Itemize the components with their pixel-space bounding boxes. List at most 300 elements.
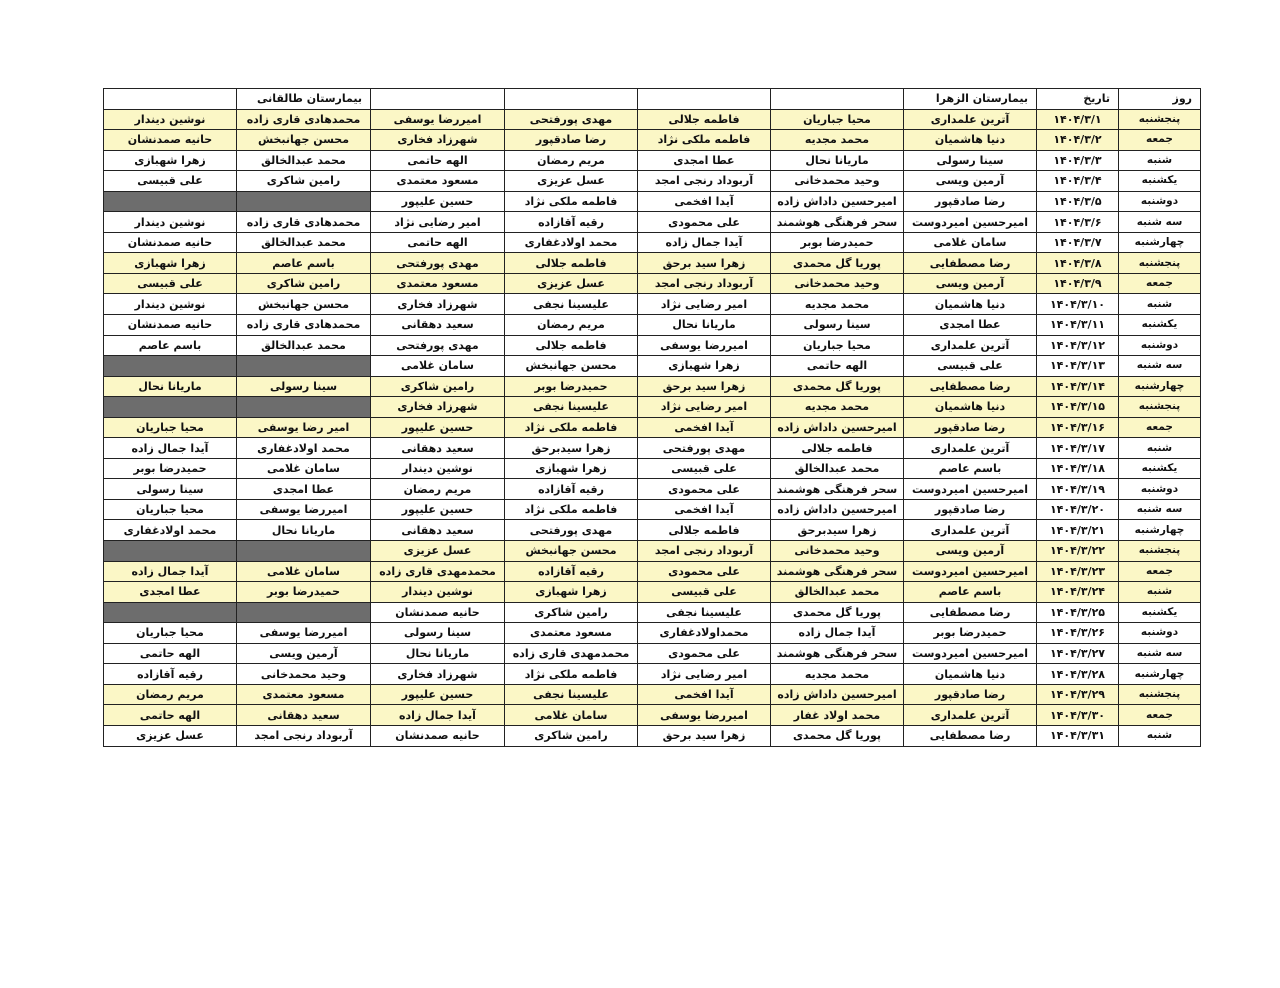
cell-name: عطا امجدی (904, 315, 1037, 336)
cell-date: ۱۴۰۴/۳/۹ (1037, 273, 1119, 294)
cell-day: سه شنبه (1119, 356, 1201, 377)
cell-day: دوشنبه (1119, 623, 1201, 644)
cell-name: دنیا هاشمیان (904, 664, 1037, 685)
cell-name: محمد اولادغفاری (505, 232, 638, 253)
cell-date: ۱۴۰۴/۳/۲۳ (1037, 561, 1119, 582)
cell-name: نوشین دیندار (104, 212, 237, 233)
table-row (104, 602, 1201, 623)
cell-name: فاطمه ملکی نژاد (505, 417, 638, 438)
cell-name: نوشین دیندار (104, 109, 237, 130)
cell-name (104, 541, 237, 562)
cell-name: علی قبیسی (104, 273, 237, 294)
table-row (104, 458, 1201, 479)
cell-name: علی قبیسی (904, 356, 1037, 377)
cell-name: زهرا شهبازی (104, 253, 237, 274)
table-row (104, 191, 1201, 212)
cell-name (104, 191, 237, 212)
cell-date: ۱۴۰۴/۳/۶ (1037, 212, 1119, 233)
cell-name: محمدهادی قاری زاده (237, 109, 371, 130)
cell-day: جمعه (1119, 417, 1201, 438)
cell-day: یکشنبه (1119, 171, 1201, 192)
cell-name: حانیه صمدنشان (104, 315, 237, 336)
cell-date: ۱۴۰۴/۳/۴ (1037, 171, 1119, 192)
cell-name: رقیه آقازاده (505, 479, 638, 500)
cell-day: سه شنبه (1119, 643, 1201, 664)
cell-name: سامان غلامی (505, 705, 638, 726)
cell-name: رامین شاکری (505, 602, 638, 623)
cell-date: ۱۴۰۴/۳/۸ (1037, 253, 1119, 274)
cell-date: ۱۴۰۴/۳/۳ (1037, 150, 1119, 171)
cell-name: وحید محمدخانی (771, 171, 904, 192)
table-row (104, 705, 1201, 726)
table-row (104, 171, 1201, 192)
cell-date: ۱۴۰۴/۳/۲۵ (1037, 602, 1119, 623)
cell-name: آیدا جمال زاده (104, 561, 237, 582)
table-row (104, 438, 1201, 459)
cell-name: امیرحسین امیردوست (904, 643, 1037, 664)
header-empty (371, 89, 505, 110)
cell-name: آیدا افخمی (638, 499, 771, 520)
cell-day: دوشنبه (1119, 335, 1201, 356)
header-row (104, 89, 1201, 110)
cell-date: ۱۴۰۴/۳/۲۱ (1037, 520, 1119, 541)
cell-name: آربوداد رنجی امجد (237, 725, 371, 746)
cell-name: آترین علمداری (904, 109, 1037, 130)
cell-day: چهارشنبه (1119, 376, 1201, 397)
cell-name: آترین علمداری (904, 520, 1037, 541)
cell-name: امیرحسین داداش زاده (771, 684, 904, 705)
cell-name: آرمین ویسی (904, 541, 1037, 562)
cell-name: محسن جهانبخش (237, 130, 371, 151)
schedule-table (103, 88, 1201, 747)
cell-name: مریم رمضان (505, 150, 638, 171)
cell-name: شهرزاد فخاری (371, 130, 505, 151)
cell-name: محمدهادی قاری زاده (237, 212, 371, 233)
cell-name: حمیدرضا بوبر (104, 458, 237, 479)
header-empty (771, 89, 904, 110)
cell-name: رقیه آقازاده (505, 561, 638, 582)
cell-name: فاطمه ملکی نژاد (505, 499, 638, 520)
cell-name: آربوداد رنجی امجد (638, 273, 771, 294)
cell-name: الهه حاتمی (104, 705, 237, 726)
cell-name: آیدا جمال زاده (638, 232, 771, 253)
cell-name: نوشین دیندار (371, 582, 505, 603)
cell-name: مهدی پورفتحی (505, 109, 638, 130)
cell-name: سینا رسولی (771, 315, 904, 336)
table-row (104, 582, 1201, 603)
cell-name: آرمین ویسی (237, 643, 371, 664)
cell-name: سحر فرهنگی هوشمند (771, 479, 904, 500)
cell-day: سه شنبه (1119, 212, 1201, 233)
cell-date: ۱۴۰۴/۳/۱۷ (1037, 438, 1119, 459)
cell-name: مریم رمضان (371, 479, 505, 500)
cell-name: محیا جباریان (104, 499, 237, 520)
cell-name: آربوداد رنجی امجد (638, 171, 771, 192)
cell-name: رامین شاکری (237, 171, 371, 192)
cell-name: فاطمه ملکی نژاد (505, 191, 638, 212)
cell-day: پنجشنبه (1119, 109, 1201, 130)
cell-date: ۱۴۰۴/۳/۱۲ (1037, 335, 1119, 356)
cell-name: مریم رمضان (505, 315, 638, 336)
table-row (104, 273, 1201, 294)
cell-name: فاطمه جلالی (505, 253, 638, 274)
cell-name: محیا جباریان (104, 417, 237, 438)
cell-name: الهه حاتمی (371, 150, 505, 171)
table-row (104, 541, 1201, 562)
cell-name: سینا رسولی (104, 479, 237, 500)
cell-name: علی قبیسی (638, 582, 771, 603)
cell-date: ۱۴۰۴/۳/۱۶ (1037, 417, 1119, 438)
cell-name: مهدی پورفتحی (371, 335, 505, 356)
cell-name: حسین علیپور (371, 499, 505, 520)
header-empty (638, 89, 771, 110)
cell-name: زهرا سید برحق (638, 376, 771, 397)
cell-day: شنبه (1119, 150, 1201, 171)
table-row (104, 150, 1201, 171)
cell-name: محمدهادی قاری زاده (237, 315, 371, 336)
cell-name: رضا صادقپور (904, 417, 1037, 438)
cell-name: مسعود معتمدی (371, 273, 505, 294)
cell-name: دنیا هاشمیان (904, 294, 1037, 315)
header-date: تاریخ (1037, 89, 1119, 110)
cell-name: باسم عاصم (104, 335, 237, 356)
cell-name: حمیدرضا بوبر (505, 376, 638, 397)
cell-name: ماریانا نحال (638, 315, 771, 336)
cell-name: سامان غلامی (371, 356, 505, 377)
cell-name: رضا صادقپور (904, 499, 1037, 520)
cell-name: امیرحسین داداش زاده (771, 499, 904, 520)
header-empty (104, 89, 237, 110)
cell-name: امیررضا یوسفی (638, 705, 771, 726)
cell-day: شنبه (1119, 582, 1201, 603)
cell-name: آیدا افخمی (638, 684, 771, 705)
cell-name: امیرحسین امیردوست (904, 561, 1037, 582)
cell-name: علیسینا نجفی (505, 294, 638, 315)
cell-name: نوشین دیندار (371, 458, 505, 479)
table-row (104, 130, 1201, 151)
cell-name: امیررضا یوسفی (638, 335, 771, 356)
cell-date: ۱۴۰۴/۳/۱۸ (1037, 458, 1119, 479)
cell-name: حسین علیپور (371, 684, 505, 705)
cell-name (104, 397, 237, 418)
cell-name: عسل عزیزی (505, 171, 638, 192)
cell-name: امیررضا یوسفی (237, 499, 371, 520)
cell-day: پنجشنبه (1119, 253, 1201, 274)
cell-day: شنبه (1119, 438, 1201, 459)
cell-name: امیررضا یوسفی (237, 623, 371, 644)
cell-name: امیرحسین امیردوست (904, 479, 1037, 500)
cell-name: فاطمه جلالی (638, 520, 771, 541)
header-hospital-taleghani: بیمارستان طالقانی (237, 89, 371, 110)
cell-name: محمد مجدیه (771, 397, 904, 418)
cell-name: حسین علیپور (371, 191, 505, 212)
cell-day: جمعه (1119, 561, 1201, 582)
cell-name: آیدا افخمی (638, 191, 771, 212)
cell-name: محمد عبدالخالق (237, 150, 371, 171)
cell-name (237, 191, 371, 212)
cell-name: محمد مجدیه (771, 130, 904, 151)
cell-name: سعید دهقانی (371, 315, 505, 336)
cell-name: محسن جهانبخش (505, 356, 638, 377)
table-row (104, 684, 1201, 705)
table-row (104, 315, 1201, 336)
cell-name: علی قبیسی (104, 171, 237, 192)
cell-name: نوشین دیندار (104, 294, 237, 315)
table-row (104, 253, 1201, 274)
cell-name: محمد عبدالخالق (771, 458, 904, 479)
cell-name: سعید دهقانی (371, 438, 505, 459)
cell-day: جمعه (1119, 130, 1201, 151)
cell-name: امیررضا یوسفی (371, 109, 505, 130)
cell-day: یکشنبه (1119, 602, 1201, 623)
cell-name: الهه حاتمی (371, 232, 505, 253)
table-row (104, 499, 1201, 520)
cell-name: محمدمهدی قاری زاده (371, 561, 505, 582)
cell-name: پوریا گل محمدی (771, 725, 904, 746)
cell-date: ۱۴۰۴/۳/۲۰ (1037, 499, 1119, 520)
table-row (104, 356, 1201, 377)
cell-name: محیا جباریان (771, 109, 904, 130)
cell-name: عطا امجدی (104, 582, 237, 603)
cell-date: ۱۴۰۴/۳/۱۵ (1037, 397, 1119, 418)
cell-name: پوریا گل محمدی (771, 376, 904, 397)
cell-name: رقیه آقازاده (104, 664, 237, 685)
cell-name: سامان غلامی (237, 561, 371, 582)
cell-name: امیرحسین امیردوست (904, 212, 1037, 233)
cell-name: حانیه صمدنشان (104, 232, 237, 253)
cell-date: ۱۴۰۴/۳/۲۸ (1037, 664, 1119, 685)
cell-name: آرمین ویسی (904, 171, 1037, 192)
cell-name: باسم عاصم (904, 458, 1037, 479)
cell-date: ۱۴۰۴/۳/۳۰ (1037, 705, 1119, 726)
cell-name: آیدا جمال زاده (371, 705, 505, 726)
cell-day: سه شنبه (1119, 499, 1201, 520)
cell-date: ۱۴۰۴/۳/۱۴ (1037, 376, 1119, 397)
cell-name: فاطمه جلالی (638, 109, 771, 130)
cell-name: رضا مصطفایی (904, 253, 1037, 274)
cell-name: حانیه صمدنشان (371, 602, 505, 623)
cell-name: رامین شاکری (237, 273, 371, 294)
table-row (104, 623, 1201, 644)
cell-day: پنجشنبه (1119, 684, 1201, 705)
cell-name: سینا رسولی (904, 150, 1037, 171)
cell-name: امیر رضایی نژاد (371, 212, 505, 233)
cell-name: مسعود معتمدی (371, 171, 505, 192)
cell-day: جمعه (1119, 705, 1201, 726)
header-day: روز (1119, 89, 1201, 110)
cell-date: ۱۴۰۴/۳/۱۱ (1037, 315, 1119, 336)
cell-name: زهرا شهبازی (638, 356, 771, 377)
cell-date: ۱۴۰۴/۳/۲۶ (1037, 623, 1119, 644)
cell-name: حمیدرضا بوبر (771, 232, 904, 253)
cell-day: یکشنبه (1119, 315, 1201, 336)
cell-name: شهرزاد فخاری (371, 664, 505, 685)
cell-name: علی محمودی (638, 643, 771, 664)
cell-name: علیسینا نجفی (505, 684, 638, 705)
cell-name: زهرا سیدبرحق (505, 438, 638, 459)
cell-name: شهرزاد فخاری (371, 397, 505, 418)
cell-name: مهدی پورفتحی (371, 253, 505, 274)
cell-day: چهارشنبه (1119, 520, 1201, 541)
cell-name: رضا صادقپور (505, 130, 638, 151)
cell-name: محیا جباریان (104, 623, 237, 644)
cell-name: محمدمهدی قاری زاده (505, 643, 638, 664)
cell-name: رامین شاکری (371, 376, 505, 397)
cell-date: ۱۴۰۴/۳/۱۰ (1037, 294, 1119, 315)
cell-date: ۱۴۰۴/۳/۱ (1037, 109, 1119, 130)
cell-name: رقیه آقازاده (505, 212, 638, 233)
cell-day: چهارشنبه (1119, 664, 1201, 685)
cell-name: فاطمه ملکی نژاد (505, 664, 638, 685)
cell-name: وحید محمدخانی (771, 273, 904, 294)
table-row (104, 643, 1201, 664)
cell-name (104, 356, 237, 377)
table-row (104, 212, 1201, 233)
cell-name: سینا رسولی (237, 376, 371, 397)
cell-name: محمد مجدیه (771, 664, 904, 685)
cell-name: سحر فرهنگی هوشمند (771, 643, 904, 664)
cell-name: سحر فرهنگی هوشمند (771, 212, 904, 233)
cell-name: وحید محمدخانی (237, 664, 371, 685)
cell-name: رضا صادقپور (904, 191, 1037, 212)
table-row (104, 109, 1201, 130)
cell-date: ۱۴۰۴/۳/۲ (1037, 130, 1119, 151)
cell-name: رضا مصطفایی (904, 725, 1037, 746)
cell-name: زهرا سید برحق (638, 253, 771, 274)
cell-name: علیسینا نجفی (638, 602, 771, 623)
table-row (104, 417, 1201, 438)
cell-name: محسن جهانبخش (505, 541, 638, 562)
cell-name (237, 541, 371, 562)
cell-name (237, 397, 371, 418)
cell-name: باسم عاصم (904, 582, 1037, 603)
cell-name: محمد عبدالخالق (237, 232, 371, 253)
cell-name: زهرا شهبازی (505, 582, 638, 603)
cell-name: الهه حاتمی (104, 643, 237, 664)
cell-name: محمد اولادغفاری (237, 438, 371, 459)
table-row (104, 479, 1201, 500)
table-row (104, 294, 1201, 315)
cell-name: باسم عاصم (237, 253, 371, 274)
cell-name: رضا مصطفایی (904, 602, 1037, 623)
cell-date: ۱۴۰۴/۳/۳۱ (1037, 725, 1119, 746)
cell-name: علی محمودی (638, 561, 771, 582)
cell-name: عسل عزیزی (505, 273, 638, 294)
cell-name: سامان غلامی (904, 232, 1037, 253)
table-row (104, 335, 1201, 356)
cell-day: دوشنبه (1119, 479, 1201, 500)
cell-name: محمد اولاد غفار (771, 705, 904, 726)
cell-name: زهرا سیدبرحق (771, 520, 904, 541)
cell-date: ۱۴۰۴/۳/۷ (1037, 232, 1119, 253)
cell-name: حسین علیپور (371, 417, 505, 438)
cell-name: محمد عبدالخالق (237, 335, 371, 356)
cell-name: محیا جباریان (771, 335, 904, 356)
cell-name: سعید دهقانی (237, 705, 371, 726)
cell-name: علی قبیسی (638, 458, 771, 479)
table-row (104, 520, 1201, 541)
cell-name: آترین علمداری (904, 335, 1037, 356)
cell-name: عسل عزیزی (371, 541, 505, 562)
cell-name: آیدا جمال زاده (771, 623, 904, 644)
cell-name: امیرحسین داداش زاده (771, 417, 904, 438)
cell-name: رضا صادقپور (904, 684, 1037, 705)
cell-date: ۱۴۰۴/۳/۲۲ (1037, 541, 1119, 562)
cell-day: چهارشنبه (1119, 232, 1201, 253)
cell-name: ماریانا نحال (771, 150, 904, 171)
cell-name: ماریانا نحال (371, 643, 505, 664)
cell-name: سحر فرهنگی هوشمند (771, 561, 904, 582)
cell-name: مهدی پورفتحی (505, 520, 638, 541)
cell-name: عسل عزیزی (104, 725, 237, 746)
cell-name (104, 602, 237, 623)
cell-name: امیر رضا یوسفی (237, 417, 371, 438)
table-row (104, 561, 1201, 582)
cell-name: امیر رضایی نژاد (638, 397, 771, 418)
cell-name: ماریانا نحال (237, 520, 371, 541)
cell-name: آترین علمداری (904, 705, 1037, 726)
cell-name: رامین شاکری (505, 725, 638, 746)
cell-name: آترین علمداری (904, 438, 1037, 459)
table-row (104, 664, 1201, 685)
table-row (104, 397, 1201, 418)
cell-name: آربوداد رنجی امجد (638, 541, 771, 562)
cell-name: عطا امجدی (638, 150, 771, 171)
cell-name: سامان غلامی (237, 458, 371, 479)
cell-name: فاطمه جلالی (505, 335, 638, 356)
cell-name: شهرزاد فخاری (371, 294, 505, 315)
cell-name (237, 602, 371, 623)
cell-day: دوشنبه (1119, 191, 1201, 212)
cell-day: شنبه (1119, 294, 1201, 315)
table-row (104, 725, 1201, 746)
cell-name: فاطمه جلالی (771, 438, 904, 459)
cell-name: دنیا هاشمیان (904, 130, 1037, 151)
cell-name: مهدی پورفتحی (638, 438, 771, 459)
cell-date: ۱۴۰۴/۳/۱۹ (1037, 479, 1119, 500)
cell-name: رضا مصطفایی (904, 376, 1037, 397)
cell-name: فاطمه ملکی نژاد (638, 130, 771, 151)
table-row (104, 376, 1201, 397)
cell-name: سینا رسولی (371, 623, 505, 644)
cell-date: ۱۴۰۴/۳/۲۹ (1037, 684, 1119, 705)
cell-date: ۱۴۰۴/۳/۵ (1037, 191, 1119, 212)
cell-name: آیدا افخمی (638, 417, 771, 438)
cell-date: ۱۴۰۴/۳/۱۳ (1037, 356, 1119, 377)
cell-name: علی محمودی (638, 479, 771, 500)
cell-name: محسن جهانبخش (237, 294, 371, 315)
table-row (104, 232, 1201, 253)
cell-name: مسعود معتمدی (237, 684, 371, 705)
cell-name: حمیدرضا بوبر (237, 582, 371, 603)
cell-name: پوریا گل محمدی (771, 602, 904, 623)
cell-name: پوریا گل محمدی (771, 253, 904, 274)
cell-name: محمد مجدیه (771, 294, 904, 315)
cell-name: محمد عبدالخالق (771, 582, 904, 603)
cell-name: وحید محمدخانی (771, 541, 904, 562)
cell-date: ۱۴۰۴/۳/۲۴ (1037, 582, 1119, 603)
cell-name: امیر رضایی نژاد (638, 294, 771, 315)
cell-name: علی محمودی (638, 212, 771, 233)
cell-day: پنجشنبه (1119, 397, 1201, 418)
cell-name: زهرا شهبازی (104, 150, 237, 171)
cell-name: زهرا سید برحق (638, 725, 771, 746)
cell-name: سعید دهقانی (371, 520, 505, 541)
cell-name: حانیه صمدنشان (104, 130, 237, 151)
cell-day: جمعه (1119, 273, 1201, 294)
cell-name: عطا امجدی (237, 479, 371, 500)
cell-date: ۱۴۰۴/۳/۲۷ (1037, 643, 1119, 664)
